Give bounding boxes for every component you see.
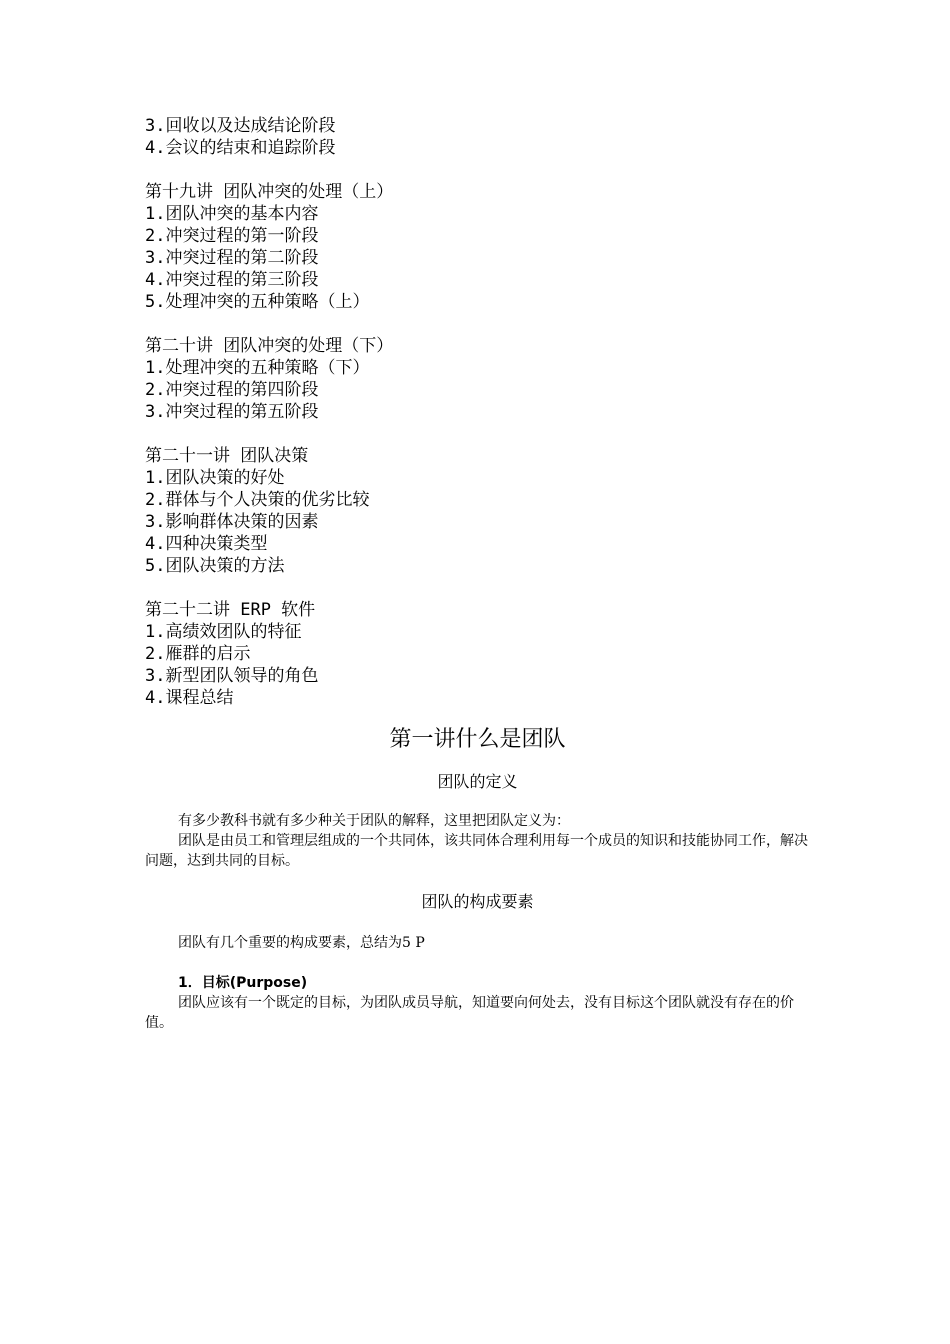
toc-item: 1.高绩效团队的特征 [145, 622, 302, 642]
elements-heading: 团队的构成要素 [421, 892, 534, 911]
toc-section-title: 第二十二讲 ERP 软件 [145, 600, 316, 620]
toc-item: 1.团队决策的好处 [145, 468, 285, 488]
toc-item: 1.团队冲突的基本内容 [145, 204, 319, 224]
toc-item: 3.冲突过程的第五阶段 [145, 402, 319, 422]
table-of-contents [145, 115, 810, 709]
toc-section-title: 第十九讲 团队冲突的处理（上） [145, 182, 394, 202]
toc-item: 4.冲突过程的第三阶段 [145, 270, 319, 290]
toc-item: 2.冲突过程的第四阶段 [145, 380, 319, 400]
toc-item: 4.四种决策类型 [145, 534, 268, 554]
toc-item: 4.会议的结束和追踪阶段 [145, 138, 336, 158]
elements-intro: 团队有几个重要的构成要素，总结为5 P [178, 935, 425, 951]
toc-item: 5.处理冲突的五种策略（上） [145, 292, 370, 312]
definition-paragraph: 有多少教科书就有多少种关于团队的解释，这里把团队定义为： [178, 813, 570, 829]
toc-spacer [145, 313, 810, 335]
toc-item: 3.回收以及达成结论阶段 [145, 116, 336, 136]
toc-item: 3.影响群体决策的因素 [145, 512, 319, 532]
toc-item: 3.新型团队领导的角色 [145, 666, 319, 686]
toc-spacer [145, 577, 810, 599]
document-page [145, 115, 810, 1033]
toc-section-title: 第二十讲 团队冲突的处理（下） [145, 336, 394, 356]
toc-item: 3.冲突过程的第二阶段 [145, 248, 319, 268]
toc-item: 2.雁群的启示 [145, 644, 251, 664]
toc-section-title: 第二十一讲 团队决策 [145, 446, 309, 466]
toc-item: 4.课程总结 [145, 688, 234, 708]
definition-heading: 团队的定义 [437, 772, 518, 791]
toc-item: 2.冲突过程的第一阶段 [145, 226, 319, 246]
toc-item: 1.处理冲突的五种策略（下） [145, 358, 370, 378]
toc-spacer [145, 159, 810, 181]
purpose-paragraph: 团队应该有一个既定的目标，为团队成员导航，知道要向何处去，没有目标这个团队就没有存在的价值。 [145, 995, 794, 1031]
toc-spacer [145, 423, 810, 445]
purpose-heading: 1．目标(Purpose) [178, 975, 308, 991]
toc-item: 5.团队决策的方法 [145, 556, 285, 576]
definition-paragraph: 团队是由员工和管理层组成的一个共同体，该共同体合理利用每一个成员的知识和技能协同工作，解决问题，达到共同的目标。 [145, 833, 808, 869]
lecture-title: 第一讲什么是团队 [389, 727, 566, 752]
toc-item: 2.群体与个人决策的优劣比较 [145, 490, 370, 510]
